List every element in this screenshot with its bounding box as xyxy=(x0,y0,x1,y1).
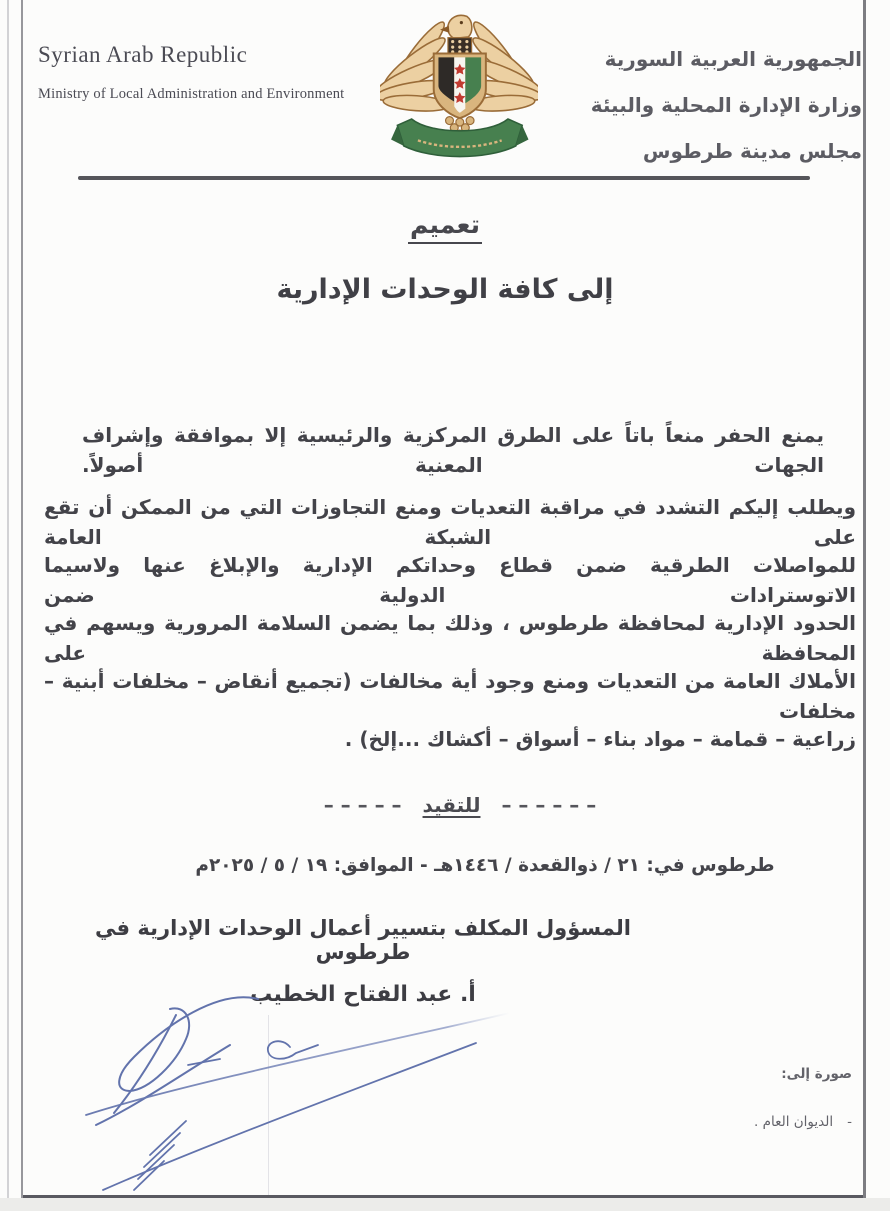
document-title xyxy=(0,210,890,244)
handwritten-signature xyxy=(58,985,528,1200)
country-name-english: Syrian Arab Republic xyxy=(38,42,248,67)
scan-border-left-outer xyxy=(7,0,9,1211)
header-arabic xyxy=(591,36,862,174)
compliance-word: للتقيد xyxy=(422,793,481,817)
scan-border-right xyxy=(863,0,866,1211)
syrian-eagle-emblem-icon xyxy=(380,8,538,170)
copy-to-item-text: الديوان العام . xyxy=(754,1114,834,1130)
body-paragraph-2-line-2: للمواصلات الطرقية ضمن قطاع وحداتكم الإدارية والإبلاغ عنها ولاسيما الاتوسترادات الدولية ضمن xyxy=(44,553,856,607)
header-english xyxy=(38,42,344,103)
ministry-name-english: Ministry of Local Administration and Environment xyxy=(38,86,345,102)
council-name-arabic: مجلس مدينة طرطوس xyxy=(642,139,862,163)
copy-to-label: صورة إلى: xyxy=(781,1066,852,1082)
compliance-dashes-right: – – – – – – xyxy=(501,793,597,817)
copy-to-bullet: - xyxy=(847,1114,852,1130)
copy-to-block xyxy=(754,1066,852,1130)
body-paragraph-2-line-4: الأملاك العامة من التعديات ومنع وجود أية مخالفات (تجميع أنقاض – مخلفات أبنية – مخلفات xyxy=(44,669,856,723)
addressee-line: إلى كافة الوحدات الإدارية xyxy=(276,274,614,305)
country-name-arabic: الجمهورية العربية السورية xyxy=(604,47,862,71)
signer-title: المسؤول المكلف بتسيير أعمال الوحدات الإدارية في طرطوس xyxy=(95,916,631,964)
body-paragraph-2-line-1: ويطلب إليكم التشدد في مراقبة التعديات ومنع التجاوزات التي من الممكن أن تقع على الشبكة العامة xyxy=(44,495,856,549)
document-title-text: تعميم xyxy=(408,210,482,244)
ministry-name-arabic: وزارة الإدارة المحلية والبيئة xyxy=(590,93,862,117)
compliance-line xyxy=(30,793,890,817)
copy-to-item xyxy=(754,1114,852,1130)
body-paragraph-2-line-5: زراعية – قمامة – مواد بناء – أسواق – أكشاك ...إلخ) . xyxy=(344,727,856,751)
body-paragraph-1: يمنع الحفر منعاً باتاً على الطرق المركزية والرئيسية إلا بموافقة وإشراف الجهات المعنية أصولاً. xyxy=(82,423,824,477)
date-line: طرطوس في: ٢١ / ذوالقعدة / ١٤٤٦هـ - الموافق: ١٩ / ٥ / ٢٠٢٥م xyxy=(195,855,775,876)
scan-border-left xyxy=(21,0,23,1211)
signer-name: أ. عبد الفتاح الخطيب xyxy=(250,982,476,1007)
compliance-dashes-left: – – – – – xyxy=(323,793,402,817)
body-paragraph-2-line-3: الحدود الإدارية لمحافظة طرطوس ، وذلك بما يضمن السلامة المرورية ويسهم في المحافظة على xyxy=(44,611,856,665)
header-divider-rule xyxy=(78,176,810,180)
